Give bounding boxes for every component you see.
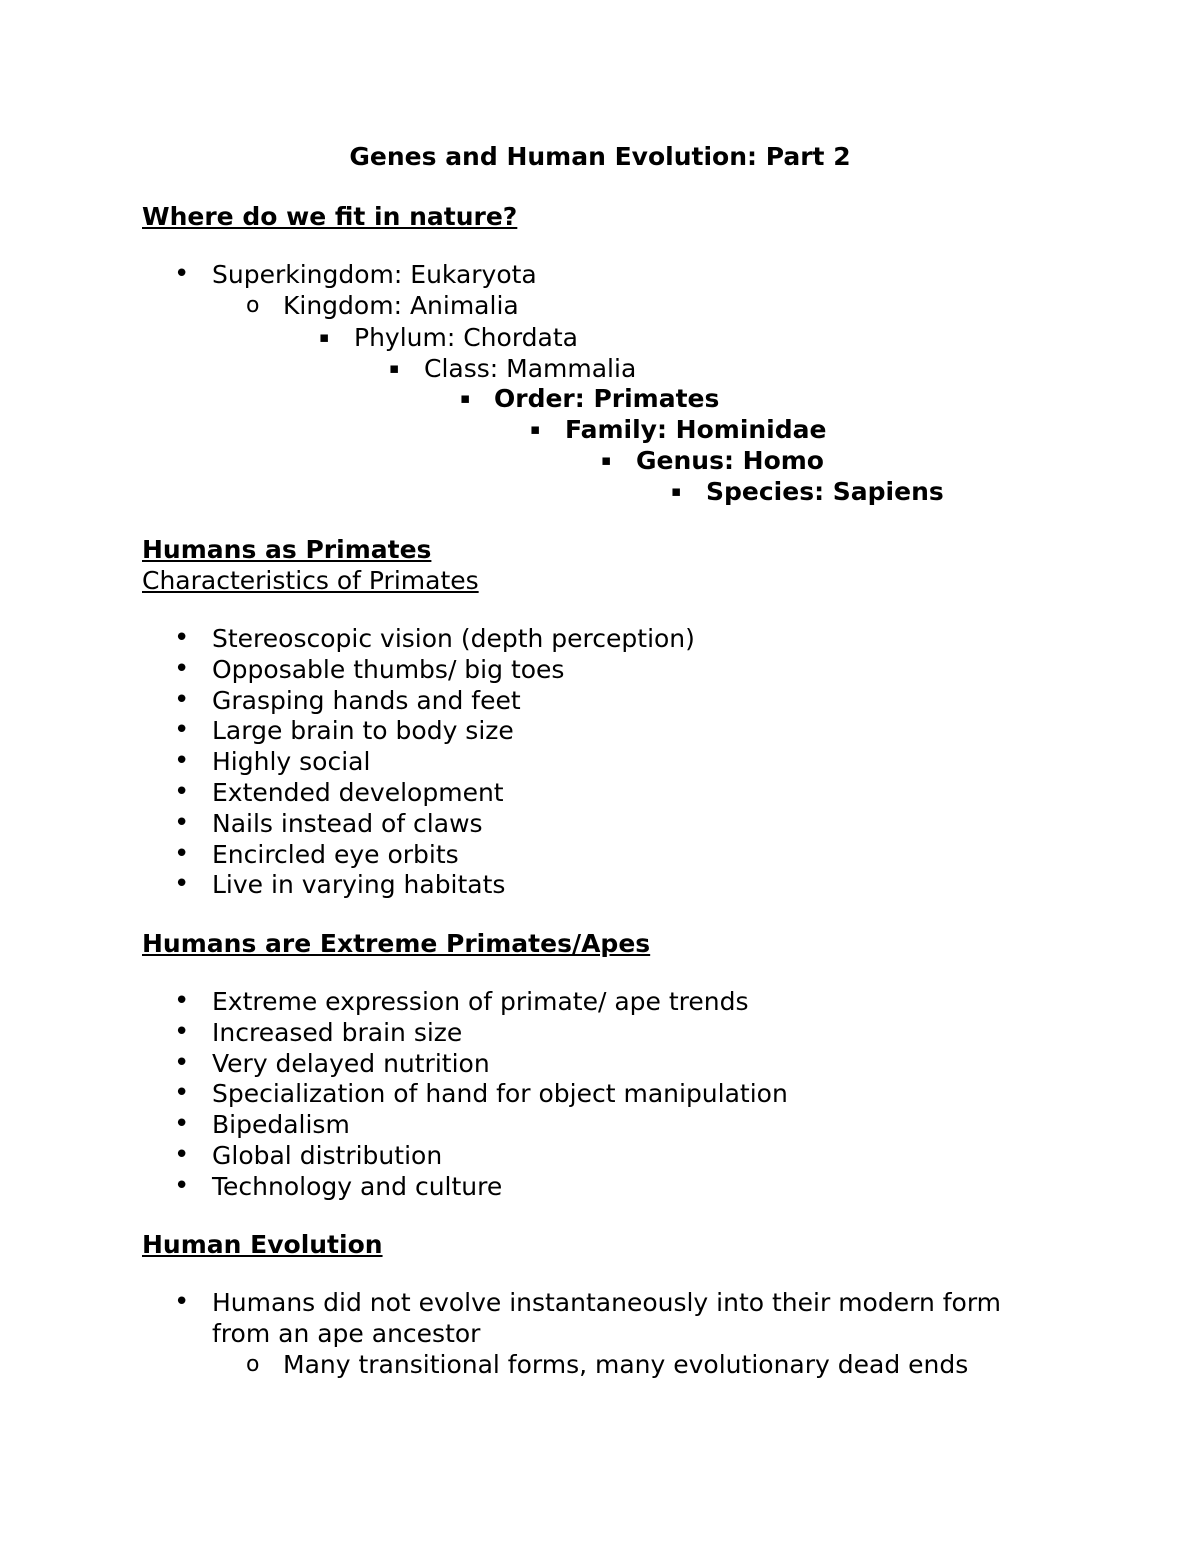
bullet-marker: •	[174, 1171, 190, 1201]
subheading-characteristics: Characteristics of Primates	[142, 566, 479, 595]
square-marker: ▪	[671, 482, 682, 500]
square-marker: ▪	[601, 451, 612, 469]
square-marker: ▪	[319, 328, 330, 346]
bullet-marker: •	[174, 685, 190, 715]
circle-marker: o	[246, 1352, 260, 1377]
list-item: Grasping hands and feet	[212, 686, 521, 715]
taxonomy-class: Class: Mammalia	[424, 354, 637, 383]
taxonomy-phylum: Phylum: Chordata	[354, 323, 578, 352]
list-item: Very delayed nutrition	[212, 1049, 490, 1078]
list-item: Nails instead of claws	[212, 809, 483, 838]
sub-list-item: Many transitional forms, many evolutionary dead ends	[283, 1350, 969, 1379]
list-item: Extreme expression of primate/ ape trends	[212, 987, 749, 1016]
bullet-marker: •	[174, 623, 190, 653]
bullet-marker: •	[174, 808, 190, 838]
bullet-marker: •	[174, 259, 190, 289]
list-item: Increased brain size	[212, 1018, 463, 1047]
bullet-marker: •	[174, 1017, 190, 1047]
list-item: Large brain to body size	[212, 716, 514, 745]
list-item-line1: Humans did not evolve instantaneously into their modern form	[212, 1288, 1002, 1317]
bullet-marker: •	[174, 1048, 190, 1078]
bullet-marker: •	[174, 986, 190, 1016]
list-item: Encircled eye orbits	[212, 840, 459, 869]
bullet-marker: •	[174, 777, 190, 807]
list-item: Technology and culture	[212, 1172, 503, 1201]
section-heading-human-evolution: Human Evolution	[142, 1230, 383, 1259]
bullet-marker: •	[174, 1140, 190, 1170]
square-marker: ▪	[389, 359, 400, 377]
bullet-marker: •	[174, 1078, 190, 1108]
bullet-marker: •	[174, 746, 190, 776]
bullet-marker: •	[174, 654, 190, 684]
bullet-marker: •	[174, 839, 190, 869]
taxonomy-family: Family: Hominidae	[565, 415, 827, 444]
list-item-line2: from an ape ancestor	[212, 1319, 481, 1348]
list-item: Highly social	[212, 747, 371, 776]
list-item: Global distribution	[212, 1141, 443, 1170]
section-heading-humans-as-primates: Humans as Primates	[142, 535, 432, 564]
bullet-marker: •	[174, 1287, 190, 1317]
section-heading-extreme-primates: Humans are Extreme Primates/Apes	[142, 929, 651, 958]
taxonomy-superkingdom: Superkingdom: Eukaryota	[212, 260, 537, 289]
list-item: Bipedalism	[212, 1110, 350, 1139]
list-item: Extended development	[212, 778, 504, 807]
taxonomy-kingdom: Kingdom: Animalia	[283, 291, 519, 320]
bullet-marker: •	[174, 869, 190, 899]
list-item: Stereoscopic vision (depth perception)	[212, 624, 695, 653]
section-heading-where-we-fit: Where do we fit in nature?	[142, 202, 518, 231]
list-item: Specialization of hand for object manipulation	[212, 1079, 788, 1108]
page-title: Genes and Human Evolution: Part 2	[349, 142, 851, 171]
taxonomy-order: Order: Primates	[494, 384, 720, 413]
circle-marker: o	[246, 293, 260, 318]
square-marker: ▪	[460, 389, 471, 407]
taxonomy-species: Species: Sapiens	[706, 477, 944, 506]
list-item: Opposable thumbs/ big toes	[212, 655, 565, 684]
list-item: Live in varying habitats	[212, 870, 506, 899]
taxonomy-genus: Genus: Homo	[636, 446, 824, 475]
bullet-marker: •	[174, 1109, 190, 1139]
square-marker: ▪	[530, 420, 541, 438]
bullet-marker: •	[174, 715, 190, 745]
